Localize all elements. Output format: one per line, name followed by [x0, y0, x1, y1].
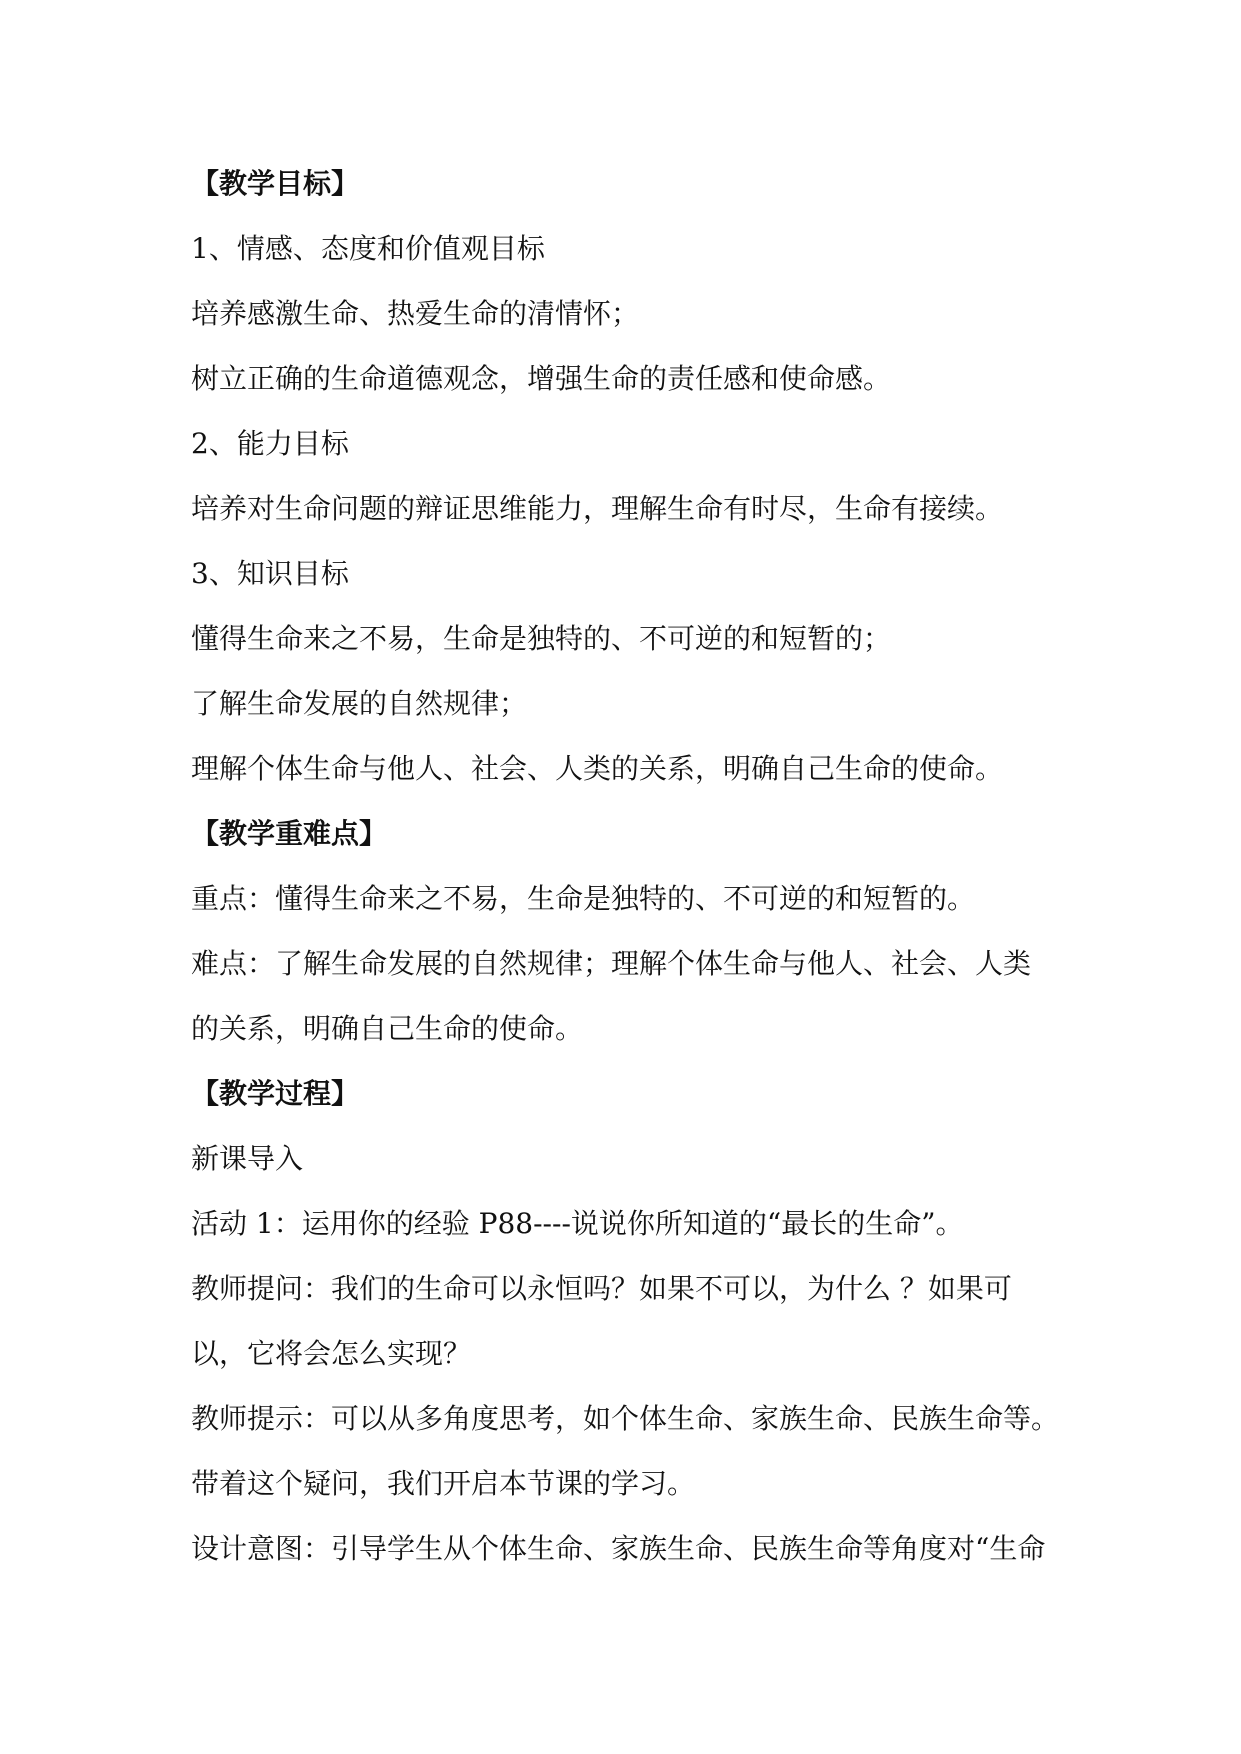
- difficult-point-text-line-1: 难点：了解生命发展的自然规律；理解个体生命与他人、社会、人类: [191, 947, 1032, 980]
- heading-teaching-process: 【教学过程】: [191, 1077, 360, 1110]
- heading-key-difficult-points: 【教学重难点】: [191, 817, 388, 850]
- objective-knowledge-item-3: 理解个体生命与他人、社会、人类的关系，明确自己生命的使命。: [191, 752, 1004, 785]
- difficult-point-text-line-2: 的关系，明确自己生命的使命。: [191, 1012, 584, 1045]
- teacher-question-line-1: 教师提问：我们的生命可以永恒吗？如果不可以，为什么 ？如果可: [191, 1272, 1012, 1305]
- teacher-hint-text: 教师提示：可以从多角度思考，如个体生命、家族生命、民族生命等。: [191, 1402, 1060, 1435]
- objective-emotion-item-2: 树立正确的生命道德观念，增强生命的责任感和使命感。: [191, 362, 892, 395]
- design-intent-text: 设计意图：引导学生从个体生命、家族生命、民族生命等角度对“生命: [191, 1532, 1046, 1565]
- new-lesson-intro: 新课导入: [191, 1142, 304, 1175]
- key-point-text: 重点：懂得生命来之不易，生命是独特的、不可逆的和短暂的。: [191, 882, 976, 915]
- objective-emotion-item-1: 培养感激生命、热爱生命的清情怀；: [191, 297, 640, 330]
- heading-teaching-objectives: 【教学目标】: [191, 167, 360, 200]
- lesson-transition-text: 带着这个疑问，我们开启本节课的学习。: [191, 1467, 696, 1500]
- objective-ability-item-1: 培养对生命问题的辩证思维能力，理解生命有时尽，生命有接续。: [191, 492, 1004, 525]
- document-body: [191, 160, 1061, 1590]
- objective-knowledge-title: 3、知识目标: [191, 557, 349, 590]
- objective-knowledge-item-2: 了解生命发展的自然规律；: [191, 687, 528, 720]
- objective-knowledge-item-1: 懂得生命来之不易，生命是独特的、不可逆的和短暂的；: [191, 622, 892, 655]
- activity-1-text: 活动 1：运用你的经验 P88----说说你所知道的“最长的生命”。: [191, 1207, 964, 1240]
- objective-ability-title: 2、能力目标: [191, 427, 349, 460]
- objective-emotion-title: 1、情感、态度和价值观目标: [191, 232, 545, 265]
- teacher-question-line-2: 以，它将会怎么实现？: [191, 1337, 472, 1370]
